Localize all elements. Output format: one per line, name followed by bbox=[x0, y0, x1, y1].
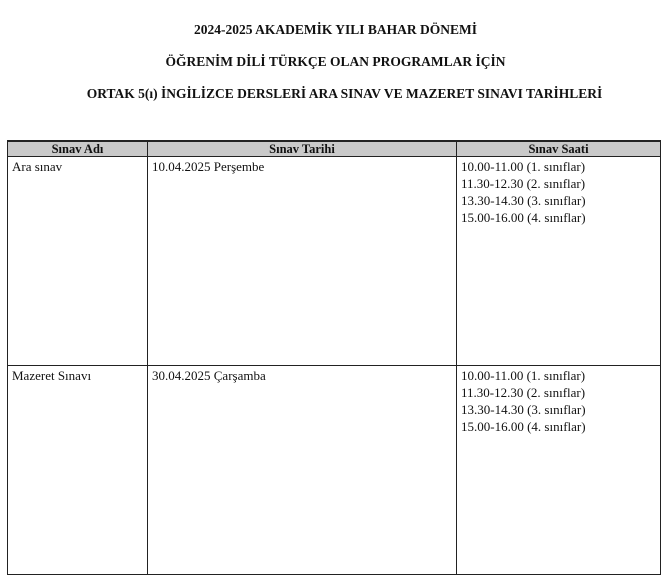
exam-date-cell: 10.04.2025 Perşembe bbox=[148, 157, 457, 366]
time-slot-list bbox=[461, 367, 656, 435]
exam-time-cell bbox=[457, 157, 661, 366]
table-header-row bbox=[8, 141, 661, 157]
column-header-exam-date: Sınav Tarihi bbox=[148, 141, 457, 157]
time-slot: 13.30-14.30 (3. sınıflar) bbox=[461, 193, 586, 208]
time-slot: 13.30-14.30 (3. sınıflar) bbox=[461, 402, 586, 417]
column-header-exam-time: Sınav Saati bbox=[457, 141, 661, 157]
exam-name-cell: Mazeret Sınavı bbox=[8, 366, 148, 575]
time-slot: 11.30-12.30 (2. sınıflar) bbox=[461, 385, 586, 400]
time-slot: 10.00-11.00 (1. sınıflar) bbox=[461, 368, 586, 383]
title-program-scope: ÖĞRENİM DİLİ TÜRKÇE OLAN PROGRAMLAR İÇİN bbox=[165, 54, 506, 69]
exam-date-cell: 30.04.2025 Çarşamba bbox=[148, 366, 457, 575]
table-row-makeup bbox=[8, 366, 661, 575]
time-slot: 15.00-16.00 (4. sınıflar) bbox=[461, 419, 586, 434]
time-slot-list bbox=[461, 158, 656, 226]
title-exam-dates: ORTAK 5(ı) İNGİLİZCE DERSLERİ ARA SINAV VE MAZERET SINAVI TARİHLERİ bbox=[86, 86, 603, 101]
exam-time-cell bbox=[457, 366, 661, 575]
time-slot: 15.00-16.00 (4. sınıflar) bbox=[461, 210, 586, 225]
time-slot: 10.00-11.00 (1. sınıflar) bbox=[461, 159, 586, 174]
exam-name-cell: Ara sınav bbox=[8, 157, 148, 366]
column-header-exam-name: Sınav Adı bbox=[8, 141, 148, 157]
title-academic-year: 2024-2025 AKADEMİK YILI BAHAR DÖNEMİ bbox=[193, 22, 477, 37]
time-slot: 11.30-12.30 (2. sınıflar) bbox=[461, 176, 586, 191]
table-row-midterm bbox=[8, 157, 661, 366]
document-header bbox=[0, 22, 671, 118]
exam-schedule-table bbox=[7, 140, 661, 575]
